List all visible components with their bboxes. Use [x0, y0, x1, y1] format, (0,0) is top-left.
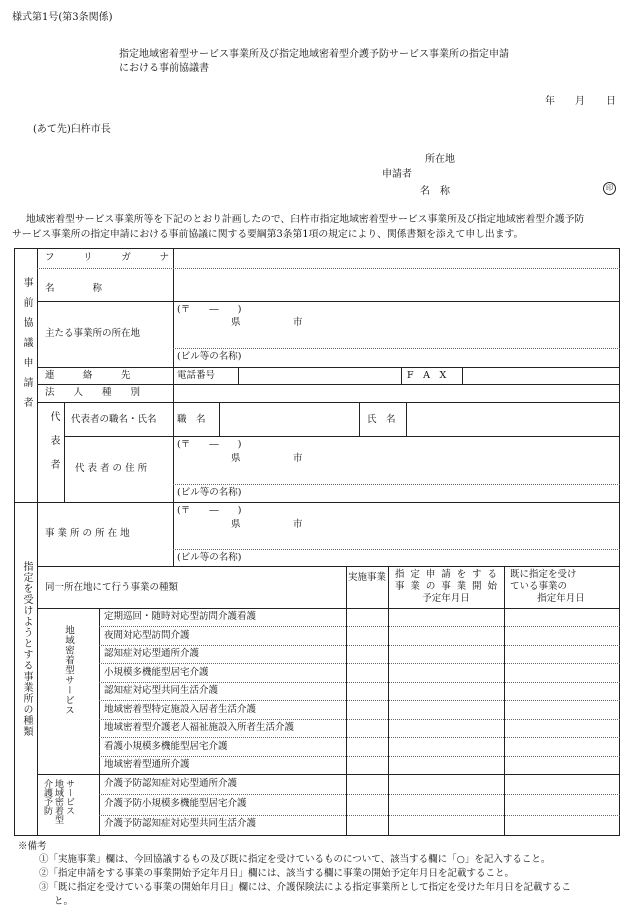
rep-title-name-label: 代表者の職名・氏名	[71, 414, 157, 425]
applicant-label: 申請者	[382, 169, 412, 180]
service-b-3: 介護予防認知症対応型共同生活介護	[104, 818, 257, 829]
group-b-label: サービス 地域密着型 介護予防	[42, 779, 74, 824]
intro-line2: サービス事業所の指定申請における事前協議に関する要綱第3条第1項の規定により、関係書類を添えて申し出ます。	[12, 229, 524, 240]
col-start-header: 指 定 申 請 を す る 事 業 の 事 業 開 始 予定年月日	[395, 569, 497, 604]
notes-title: ※備考	[18, 841, 47, 852]
phone-label: 電話番号	[177, 370, 216, 381]
addressee: (あて先)臼杵市長	[33, 124, 111, 135]
person-name-label: 氏 名	[367, 414, 396, 425]
intro-line1: 地域密着型サービス事業所等を下記のとおり計画したので、臼杵市指定地域密着型サービス事業所及び指定地域密着型介護予防	[26, 214, 585, 225]
page-title-line2: における事前協議書	[119, 63, 209, 74]
rep-address-pref: 県	[231, 453, 241, 464]
rep-address-label: 代 表 者 の 住 所	[75, 463, 148, 474]
date-day-label: 日	[606, 96, 616, 107]
note-3: ③「既に指定を受けている事業の開始年月日」欄には、介護保険法による指定事業所として指定を受けた年月日を記載するこ	[39, 882, 572, 893]
section2-label: 指定を受けようとする事業所の種類	[21, 561, 32, 737]
service-a-3: 認知症対応型通所介護	[104, 648, 200, 659]
application-form-table	[14, 248, 620, 836]
main-office-city: 市	[293, 317, 303, 328]
service-a-8: 看護小規模多機能型居宅介護	[104, 741, 228, 752]
applicant-address-label: 所在地	[425, 154, 455, 165]
note-3-cont: と。	[54, 896, 74, 907]
service-a-1: 定期巡回・随時対応型訪問介護看護	[104, 611, 257, 622]
group-a-label: 地域密着型サービス	[63, 625, 74, 715]
date-month-label: 月	[575, 96, 585, 107]
contact-label: 連 絡 先	[45, 370, 131, 381]
rep-address-building: (ビル等の名称)	[177, 487, 242, 498]
rep-address-postal: (〒 ― )	[177, 439, 242, 450]
rep-label: 代表者	[48, 411, 59, 483]
service-a-4: 小規模多機能型居宅介護	[104, 667, 209, 678]
note-1: ①「実施事業」欄は、今回協議するもの及び既に指定を受けているものについて、該当する欄に「○」を記入すること。	[39, 854, 551, 865]
seal-icon: 印	[603, 182, 616, 195]
section1-label: 事前協議申請者	[21, 277, 32, 417]
service-a-2: 夜間対応型訪問介護	[104, 630, 190, 641]
service-b-1: 介護予防認知症対応型通所介護	[104, 778, 238, 789]
position-label: 職 名	[177, 414, 206, 425]
note-2: ②「指定申請をする事業の事業開始予定年月日」欄には、該当する欄に事業の開始予定年月日を記載すること。	[39, 868, 515, 879]
fax-label: F A X	[407, 370, 447, 381]
applicant-name-label: 名 称	[420, 186, 450, 197]
main-office-building: (ビル等の名称)	[177, 351, 242, 362]
form-number: 様式第1号(第3条関係)	[12, 12, 113, 23]
service-a-7: 地域密着型介護老人福祉施設入所者生活介護	[104, 722, 295, 733]
rep-address-city: 市	[293, 453, 303, 464]
service-b-2: 介護予防小規模多機能型居宅介護	[104, 798, 247, 809]
service-a-6: 地域密着型特定施設入居者生活介護	[104, 704, 257, 715]
service-a-5: 認知症対応型共同生活介護	[104, 685, 219, 696]
main-office-pref: 県	[231, 317, 241, 328]
col-prev-header: 既に指定を受け ている事業の 指定年月日	[510, 569, 585, 604]
office-pref: 県	[231, 519, 241, 530]
same-location-label: 同一所在地にて行う事業の種類	[45, 582, 179, 593]
name-label: 名 称	[45, 283, 103, 294]
main-office-label: 主たる事業所の所在地	[45, 328, 141, 339]
service-a-9: 地域密着型通所介護	[104, 759, 190, 770]
office-building: (ビル等の名称)	[177, 552, 242, 563]
office-location-label: 事 業 所 の 所 在 地	[45, 528, 130, 539]
page-title: 指定地域密着型サービス事業所及び指定地域密着型介護予防サービス事業所の指定申請	[119, 49, 509, 60]
col-implement-header: 実施事業	[347, 572, 386, 583]
furigana-label: フ リ ガ ナ	[45, 252, 169, 263]
main-office-postal: (〒 ― )	[177, 304, 242, 315]
office-city: 市	[293, 519, 303, 530]
office-postal: (〒 ― )	[177, 505, 242, 516]
corp-type-label: 法 人 種 別	[45, 387, 141, 398]
date-year-label: 年	[545, 96, 555, 107]
